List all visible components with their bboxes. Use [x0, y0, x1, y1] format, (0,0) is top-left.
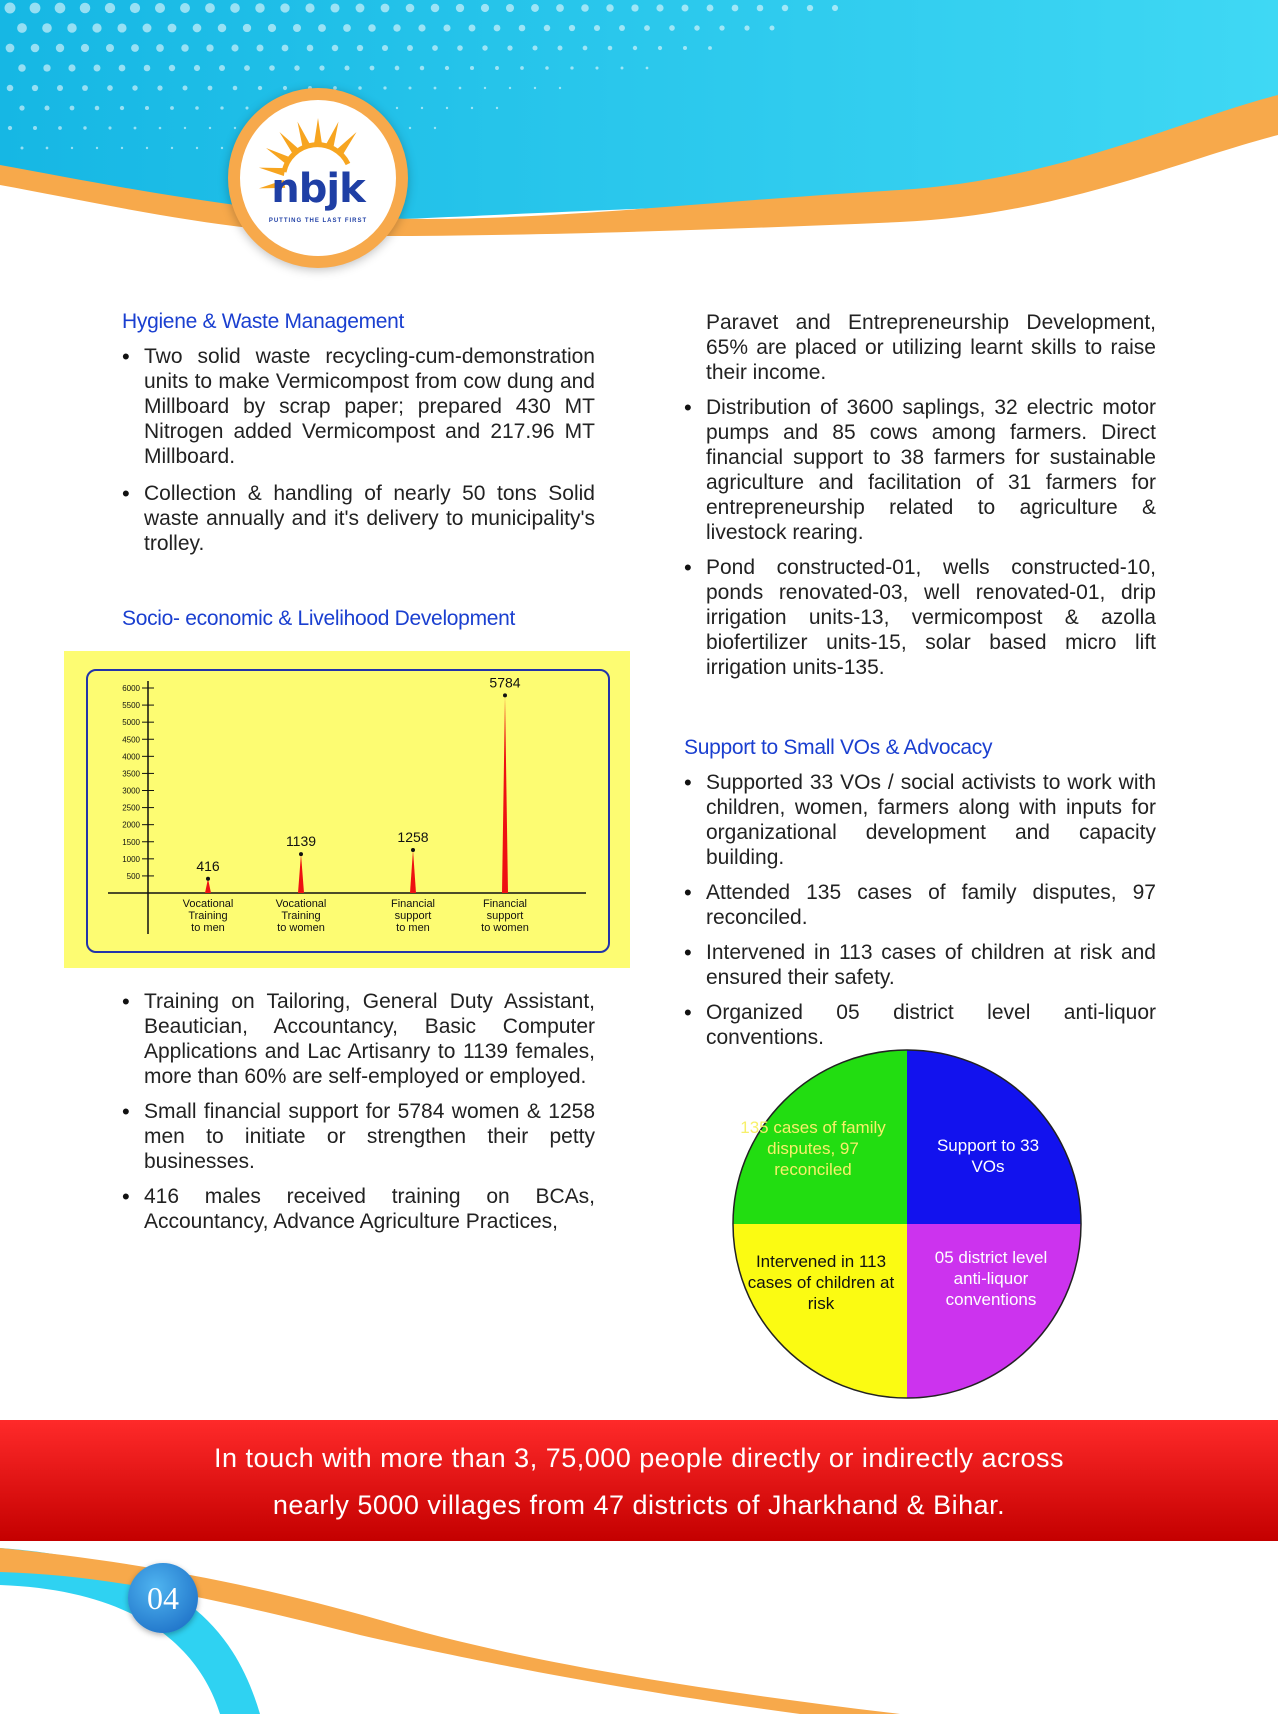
- pie-label-family-disputes: 135 cases of family disputes, 97 reconciled: [740, 1118, 886, 1179]
- list-item: • Pond constructed-01, wells constructed-10, ponds renovated-03, well renovated-01, drip irrigation units-13, vermicompost & azolla biofertilizer units-15, solar based micro lift irrigation units-135.: [684, 555, 1156, 680]
- y-tick-label: 3000: [122, 786, 140, 796]
- decor-dot: [42, 23, 52, 33]
- decor-dot: [268, 24, 276, 32]
- decor-dot: [409, 127, 411, 129]
- pie-chart-svg: [732, 1049, 1082, 1399]
- decor-dot: [130, 3, 140, 13]
- decor-dot: [156, 44, 164, 52]
- decor-dot: [55, 3, 66, 14]
- decor-dot: [608, 46, 613, 51]
- decor-dot: [432, 45, 438, 51]
- decor-dot: [431, 4, 439, 12]
- decor-dot: [255, 3, 264, 12]
- nbjk-logo: [228, 88, 408, 268]
- decor-dot: [694, 25, 699, 30]
- decor-dot: [132, 85, 137, 90]
- decor-dot: [221, 147, 223, 149]
- decor-dot: [481, 4, 489, 12]
- decor-dot: [195, 106, 199, 110]
- decor-dot: [220, 106, 223, 109]
- decor-dot: [134, 127, 137, 130]
- decor-dot: [559, 87, 561, 89]
- decor-dot: [581, 4, 589, 12]
- decor-dot: [208, 86, 213, 91]
- list-item: • 416 males received training on BCAs, Accountancy, Advance Agriculture Practices,: [122, 1184, 595, 1234]
- bar-chart-svg: [64, 651, 630, 968]
- decor-dot: [121, 147, 123, 149]
- logo-tagline: PUTTING THE LAST FIRST: [268, 218, 368, 224]
- decor-dot: [357, 45, 363, 51]
- decor-dot: [495, 66, 499, 70]
- category-label: Vocational: [182, 898, 234, 910]
- decor-dot: [558, 46, 563, 51]
- decor-dot: [532, 45, 537, 50]
- y-tick-label: 5000: [122, 718, 140, 728]
- decor-dot: [181, 44, 189, 52]
- decor-dot: [407, 45, 413, 51]
- decor-dot: [368, 24, 376, 32]
- decor-dot: [209, 127, 211, 129]
- y-tick-label: 4000: [122, 752, 140, 762]
- decor-dot: [120, 106, 124, 110]
- category-label: to men: [191, 922, 225, 934]
- decor-dot: [92, 23, 101, 32]
- decor-dot: [105, 3, 115, 13]
- decor-dot: [257, 45, 264, 52]
- decor-dot: [446, 107, 448, 109]
- banner-line-1: In touch with more than 3, 75,000 people directly or indirectly across: [214, 1443, 1064, 1473]
- decor-dot: [594, 25, 600, 31]
- decor-dot: [332, 45, 338, 51]
- continued-text: Paravet and Entrepreneurship Development, 65% are placed or utilizing learnt skills to raise their income.: [706, 311, 1156, 384]
- category-label: Training: [188, 910, 228, 922]
- decor-dot: [595, 66, 598, 69]
- decor-dot: [570, 66, 573, 69]
- decor-dot: [8, 126, 12, 130]
- decor-dot: [144, 65, 151, 72]
- decor-dot: [408, 86, 411, 89]
- decor-dot: [81, 44, 89, 52]
- decor-dot: [457, 45, 463, 51]
- vo-list: [684, 770, 1156, 1060]
- decor-dot: [194, 65, 200, 71]
- decor-dot: [807, 5, 813, 11]
- decor-dot: [18, 64, 26, 72]
- decor-dot: [5, 3, 16, 14]
- decor-dot: [280, 3, 289, 12]
- decor-dot: [669, 25, 675, 31]
- decor-dot: [531, 4, 539, 12]
- outreach-banner: [0, 1420, 1278, 1541]
- bar-point: [206, 877, 210, 881]
- list-item: • Collection & handling of nearly 50 tons Solid waste annually and it's delivery to municipality's trolley.: [122, 481, 595, 556]
- decor-dot: [82, 85, 88, 91]
- heading-vos: Support to Small VOs & Advocacy: [684, 736, 993, 759]
- bar-point: [503, 693, 507, 697]
- decor-dot: [583, 46, 588, 51]
- decor-dot: [184, 127, 186, 129]
- decor-dot: [44, 105, 49, 110]
- category-label: to women: [481, 922, 529, 934]
- decor-dot: [496, 107, 498, 109]
- category-label: to women: [277, 922, 325, 934]
- decor-dot: [56, 44, 64, 52]
- category-label: support: [394, 910, 432, 922]
- advocacy-pie-chart: [732, 1049, 1082, 1399]
- decor-dot: [420, 66, 424, 70]
- livelihood-list: [122, 989, 595, 1244]
- decor-dot: [206, 44, 213, 51]
- decor-dot: [545, 66, 549, 70]
- decor-dot: [434, 127, 436, 129]
- decor-dot: [318, 24, 326, 32]
- decor-dot: [193, 24, 202, 33]
- decor-dot: [67, 23, 76, 32]
- decor-dot: [143, 24, 152, 33]
- decor-dot: [732, 5, 739, 12]
- decor-dot: [769, 25, 774, 30]
- list-item: • Organized 05 district level anti-liquor conventions.: [684, 1000, 1156, 1050]
- decor-dot: [681, 4, 688, 11]
- decor-dot: [395, 66, 400, 71]
- decor-dot: [258, 86, 262, 90]
- decor-dot: [294, 65, 299, 70]
- y-tick-label: 2500: [122, 803, 140, 813]
- decor-dot: [469, 25, 476, 32]
- decor-dot: [46, 147, 49, 150]
- decor-dot: [344, 65, 349, 70]
- decor-dot: [244, 65, 250, 71]
- decor-dot: [633, 46, 637, 50]
- page-number: 04: [128, 1563, 198, 1633]
- decor-dot: [19, 105, 24, 110]
- decor-dot: [631, 4, 638, 11]
- decor-dot: [744, 25, 749, 30]
- decor-dot: [31, 44, 40, 53]
- decor-dot: [509, 87, 511, 89]
- data-label: 5784: [489, 674, 521, 691]
- decor-dot: [6, 44, 15, 53]
- banner-line-2: nearly 5000 villages from 47 districts of Jharkhand & Bihar.: [272, 1490, 1006, 1520]
- pie-label-children-risk: Intervened in 113 cases of children at risk: [747, 1252, 895, 1313]
- decor-dot: [145, 106, 149, 110]
- decor-dot: [569, 25, 575, 31]
- decor-dot: [171, 147, 173, 149]
- livelihood-bar-chart: [64, 651, 630, 968]
- decor-dot: [32, 85, 38, 91]
- decor-dot: [356, 4, 365, 13]
- decor-dot: [683, 46, 687, 50]
- decor-dot: [507, 45, 512, 50]
- decor-dot: [708, 46, 712, 50]
- logo-wordmark: nbjk: [271, 166, 365, 212]
- decor-dot: [519, 25, 526, 32]
- decor-dot: [157, 85, 162, 90]
- decor-dot: [606, 4, 613, 11]
- decor-dot: [305, 3, 314, 12]
- decor-dot: [146, 147, 148, 149]
- bar: [502, 695, 508, 893]
- decor-dot: [307, 45, 314, 52]
- bar: [410, 850, 416, 893]
- decor-dot: [233, 86, 238, 91]
- decor-dot: [155, 3, 165, 13]
- list-item: • Attended 135 cases of family disputes, 97 reconciled.: [684, 880, 1156, 930]
- decor-dot: [131, 44, 139, 52]
- decor-dot: [243, 24, 251, 32]
- decor-dot: [293, 24, 301, 32]
- decor-dot: [484, 87, 486, 89]
- decor-dot: [43, 64, 50, 71]
- decor-dot: [459, 87, 462, 90]
- decor-dot: [282, 45, 289, 52]
- bar-point: [411, 848, 415, 852]
- decor-dot: [719, 25, 724, 30]
- category-label: Financial: [390, 898, 436, 910]
- list-item: • Distribution of 3600 saplings, 32 electric motor pumps and 85 cows among farmers. Direct financial support to 38 farmers for sustainable agriculture and facilitation of 31 farmers for entrepreneurship related to agriculture & livestock rearing.: [684, 395, 1156, 545]
- decor-dot: [21, 147, 24, 150]
- y-tick-label: 2000: [122, 820, 140, 830]
- decor-dot: [119, 65, 126, 72]
- decor-dot: [83, 126, 86, 129]
- decor-dot: [443, 24, 450, 31]
- decor-dot: [269, 65, 275, 71]
- decor-dot: [106, 44, 114, 52]
- decor-dot: [96, 147, 98, 149]
- decor-dot: [406, 4, 415, 13]
- decor-dot: [168, 24, 177, 33]
- decor-dot: [544, 25, 550, 31]
- decor-dot: [33, 126, 37, 130]
- y-tick-label: 3500: [122, 769, 140, 779]
- decor-dot: [382, 45, 388, 51]
- decor-dot: [196, 147, 198, 149]
- decor-dot: [159, 127, 162, 130]
- decor-dot: [108, 126, 111, 129]
- decor-dot: [7, 85, 14, 92]
- decor-dot: [80, 3, 91, 14]
- decor-dot: [494, 25, 501, 32]
- decor-dot: [180, 3, 190, 13]
- decor-dot: [482, 45, 487, 50]
- decor-dot: [94, 65, 101, 72]
- right-column: [684, 310, 1156, 690]
- data-label: 416: [196, 857, 220, 874]
- decor-dot: [556, 4, 564, 12]
- category-label: Vocational: [275, 898, 327, 910]
- category-label: Financial: [482, 898, 528, 910]
- decor-dot: [17, 23, 27, 33]
- decor-dot: [383, 86, 386, 89]
- decor-dot: [57, 85, 63, 91]
- decor-dot: [71, 147, 73, 149]
- decor-dot: [470, 66, 474, 70]
- decor-dot: [757, 5, 764, 12]
- decor-dot: [445, 66, 449, 70]
- decor-dot: [832, 5, 838, 11]
- list-item: • Small financial support for 5784 women & 1258 men to initiate or strengthen their petty businesses.: [122, 1099, 595, 1174]
- list-item: • Training on Tailoring, General Duty Assistant, Beautician, Accountancy, Basic Computer Applications and Lac Artisanry to 1139 females, more than 60% are self-employed or employed.: [122, 989, 595, 1089]
- y-tick-label: 1500: [122, 837, 140, 847]
- decor-dot: [183, 86, 188, 91]
- y-tick-label: 6000: [122, 684, 140, 693]
- list-item: • Intervened in 113 cases of children at risk and ensured their safety.: [684, 940, 1156, 990]
- decor-dot: [456, 4, 464, 12]
- decor-dot: [234, 127, 236, 129]
- list-item: • Supported 33 VOs / social activists to work with children, women, farmers along with inputs for organizational development and capacity building.: [684, 770, 1156, 870]
- decor-dot: [644, 25, 650, 31]
- decor-dot: [434, 87, 437, 90]
- decor-dot: [205, 3, 215, 13]
- decor-dot: [319, 65, 324, 70]
- decor-dot: [283, 86, 287, 90]
- y-tick-label: 500: [126, 871, 140, 881]
- decor-dot: [619, 25, 625, 31]
- decor-dot: [170, 106, 174, 110]
- pie-label-anti-liquor: 05 district level anti-liquor conventions: [934, 1248, 1048, 1309]
- decor-dot: [117, 23, 126, 32]
- bar: [298, 854, 304, 893]
- decor-dot: [782, 5, 788, 11]
- decor-dot: [70, 106, 75, 111]
- decor-dot: [506, 4, 514, 12]
- decor-dot: [381, 4, 390, 13]
- decor-dot: [534, 87, 536, 89]
- decor-dot: [471, 107, 473, 109]
- decor-dot: [520, 66, 524, 70]
- decor-dot: [343, 24, 351, 32]
- decor-dot: [68, 64, 75, 71]
- category-label: to men: [396, 922, 430, 934]
- decor-dot: [658, 46, 662, 50]
- y-tick-label: 4500: [122, 735, 140, 745]
- decor-dot: [169, 65, 175, 71]
- decor-dot: [30, 3, 41, 14]
- decor-dot: [646, 67, 649, 70]
- decor-dot: [656, 4, 663, 11]
- decor-dot: [396, 107, 398, 109]
- decor-dot: [231, 44, 238, 51]
- footer-orange-wave: [0, 1548, 900, 1714]
- decor-dot: [219, 65, 225, 71]
- decor-dot: [107, 85, 113, 91]
- decor-dot: [707, 5, 714, 12]
- data-label: 1258: [397, 829, 429, 846]
- category-label: Training: [281, 910, 321, 922]
- list-item: • Two solid waste recycling-cum-demonstration units to make Vermicompost from cow dung and Millboard by scrap paper; prepared 430 MT Nitrogen added Vermicompost and 217.96 MT Millboard.: [122, 344, 595, 469]
- heading-livelihood: Socio- economic & Livelihood Development: [122, 607, 516, 630]
- heading-hygiene: Hygiene & Waste Management: [122, 310, 405, 333]
- decor-dot: [230, 3, 240, 13]
- decor-dot: [218, 24, 227, 33]
- decor-dot: [370, 66, 375, 71]
- bar: [205, 879, 211, 893]
- hygiene-list: [122, 344, 595, 566]
- decor-dot: [58, 126, 62, 130]
- y-tick-label: 5500: [122, 701, 140, 711]
- data-label: 1139: [285, 833, 317, 850]
- decor-dot: [621, 67, 624, 70]
- decor-dot: [330, 3, 339, 12]
- bar-point: [299, 852, 303, 856]
- pie-label-support-vos: Support to 33 VOs: [936, 1136, 1040, 1176]
- decor-dot: [95, 106, 100, 111]
- y-tick-label: 1000: [122, 854, 140, 864]
- decor-dot: [418, 24, 425, 31]
- decor-dot: [358, 86, 362, 90]
- category-label: support: [486, 910, 524, 922]
- decor-dot: [421, 107, 423, 109]
- decor-dot: [393, 24, 400, 31]
